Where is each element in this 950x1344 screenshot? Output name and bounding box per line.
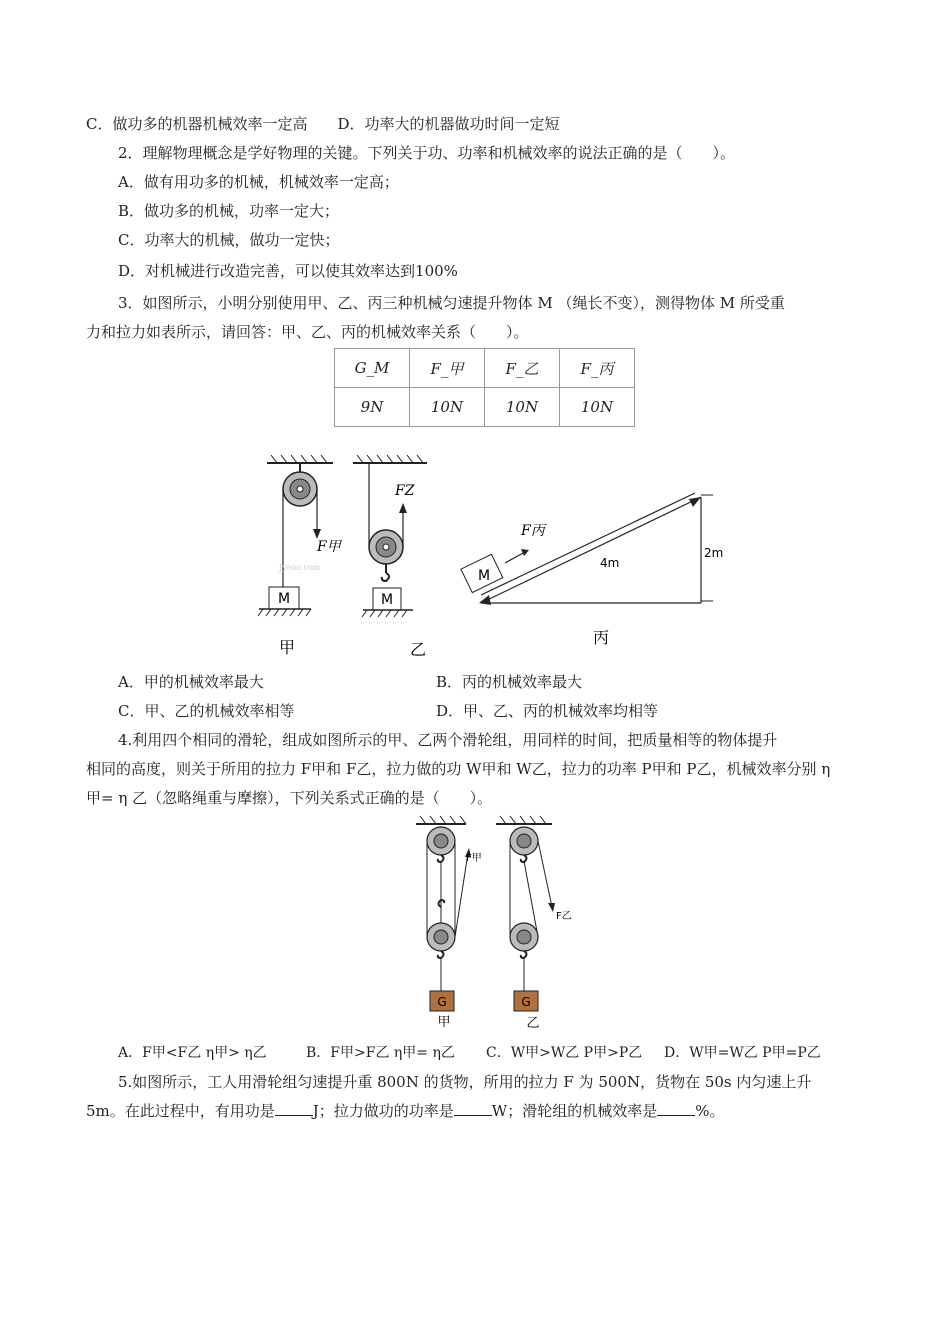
question-3-line-1: 3．如图所示，小明分别使用甲、乙、丙三种机械匀速提升物体 M （绳长不变），测得物体 M 所受重 (118, 294, 785, 312)
watermark: Jyeoo.com (279, 563, 321, 572)
pulley-block-yi (496, 816, 555, 1011)
question-2: 2．理解物理概念是学好物理的关键。下列关于功、功率和机械效率的说法正确的是（ ）。 (118, 144, 736, 162)
weight-g-label: G (521, 995, 531, 1009)
q4-option-c: C．W甲>W乙 P甲>P乙 (486, 1045, 643, 1061)
table-header: F_乙 (485, 349, 560, 388)
block-m-label: M (477, 568, 491, 584)
block-m-label: M (277, 591, 291, 607)
block-m-label: M (380, 592, 394, 608)
answer-blank[interactable] (454, 1101, 492, 1116)
q1-option-cd: C．做功多的机器机械效率一定高 D．功率大的机器做功时间一定短 (86, 115, 560, 133)
q2-option-c: C．功率大的机械，做功一定快； (118, 231, 340, 249)
pulley-block-jia (416, 816, 471, 1011)
pulley-block-figure (410, 815, 580, 1030)
fixed-pulley-diagram (258, 455, 333, 616)
height-label: 2m (704, 546, 724, 560)
question-5-line-2 (86, 1100, 864, 1122)
q4-option-a: A．F甲<F乙 η甲> η乙 (118, 1045, 267, 1061)
q4-option-b: B．F甲>F乙 η甲= η乙 (306, 1045, 455, 1061)
table-cell: 10N (410, 388, 485, 427)
pulley-incline-figure (255, 455, 735, 660)
label-jia: 甲 (437, 1015, 451, 1030)
incline-diagram (461, 493, 713, 605)
question-3-line-2: 力和拉力如表所示，请回答：甲、乙、丙的机械效率关系（ ）。 (86, 323, 529, 341)
q2-option-a: A．做有用功多的机械，机械效率一定高； (118, 173, 399, 191)
slope-length-label: 4m (600, 556, 620, 570)
table-header: F_甲 (410, 349, 485, 388)
question-4-line-2: 相同的高度，则关于所用的拉力 F甲和 F乙，拉力做的功 W甲和 W乙，拉力的功率 P甲和 P乙，机械效率分别 η (86, 760, 831, 778)
question-4-line-1: 4.利用四个相同的滑轮，组成如图所示的甲、乙两个滑轮组，用同样的时间，把质量相等的物体提升 (118, 731, 778, 749)
table-header: F_丙 (560, 349, 635, 388)
table-header: G_M (335, 349, 410, 388)
question-5-line-1: 5.如图所示，工人用滑轮组匀速提升重 800N 的货物，所用的拉力 F 为 500N，货物在 50s 内匀速上升 (118, 1073, 812, 1091)
q3-option-b: B．丙的机械效率最大 (436, 673, 583, 691)
q4-option-d: D．W甲=W乙 P甲=P乙 (664, 1045, 821, 1061)
q5-text: 5m。在此过程中，有用功是 (86, 1102, 275, 1120)
force-yi-label: FZ (395, 483, 415, 499)
label-bing: 丙 (592, 628, 610, 647)
q2-option-d: D．对机械进行改造完善，可以使其效率达到100% (118, 262, 458, 280)
force-jia-label: F甲 (466, 853, 482, 864)
label-yi: 乙 (526, 1016, 540, 1030)
answer-blank[interactable] (657, 1101, 695, 1116)
weight-g-label: G (437, 995, 447, 1009)
force-yi-label: F乙 (556, 911, 572, 922)
q5-text: %。 (695, 1102, 725, 1120)
q3-option-c: C．甲、乙的机械效率相等 (118, 702, 295, 720)
label-yi: 乙 (409, 640, 427, 659)
q2-option-b: B．做功多的机械，功率一定大； (118, 202, 340, 220)
table-cell: 10N (560, 388, 635, 427)
q3-option-d: D．甲、乙、丙的机械效率均相等 (436, 702, 659, 720)
q5-text: W；滑轮组的机械效率是 (491, 1102, 658, 1120)
answer-blank[interactable] (275, 1101, 313, 1116)
force-table (334, 348, 635, 427)
table-cell: 10N (485, 388, 560, 427)
question-4-line-3: 甲= η 乙（忽略绳重与摩擦），下列关系式正确的是（ ）。 (86, 789, 493, 807)
force-jia-label: F甲 (317, 539, 341, 555)
q5-text: J；拉力做功的功率是 (312, 1102, 454, 1120)
table-cell: 9N (335, 388, 410, 427)
force-bing-label: F丙 (521, 523, 545, 539)
q3-option-a: A．甲的机械效率最大 (118, 673, 264, 691)
label-jia: 甲 (278, 638, 296, 657)
